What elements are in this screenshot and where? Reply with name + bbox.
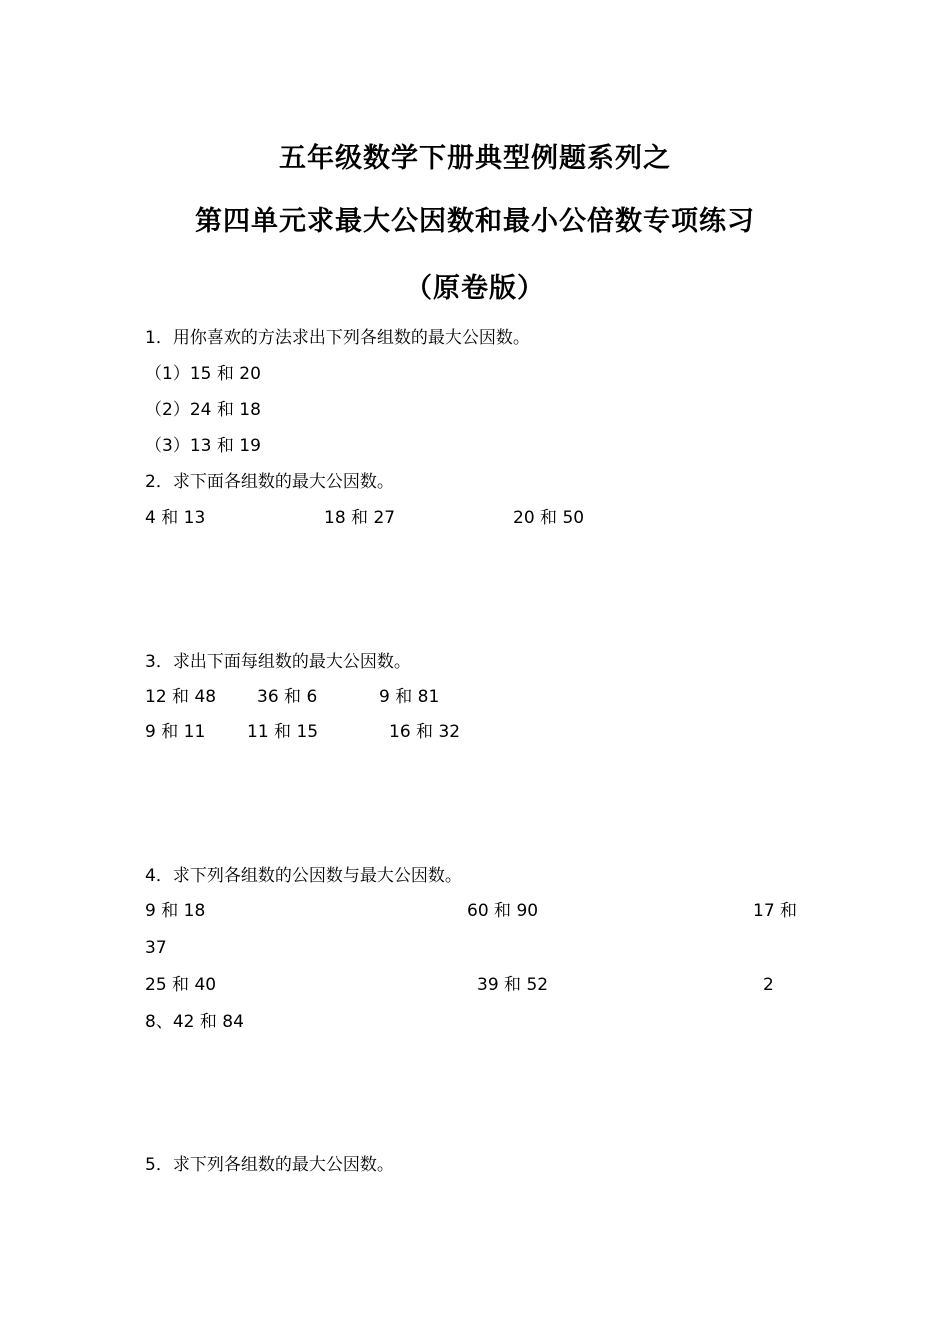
title-line-2: 第四单元求最大公因数和最小公倍数专项练习 — [195, 206, 755, 237]
question-2-item-3: 20 和 50 — [513, 508, 585, 528]
question-4-row1-item-1: 9 和 18 — [145, 901, 206, 921]
question-3-row2-item-3: 16 和 32 — [389, 722, 461, 742]
question-3-row2-item-2: 11 和 15 — [247, 722, 319, 742]
question-2-prompt: 2．求下面各组数的最大公因数。 — [145, 472, 394, 492]
question-4-row1-wrap: 37 — [145, 938, 167, 958]
question-3-row1-item-1: 12 和 48 — [145, 687, 217, 707]
question-4-row2-wrap: 8、42 和 84 — [145, 1012, 244, 1032]
question-4-row2-item-3: 2 — [763, 975, 774, 995]
question-5-prompt: 5．求下列各组数的最大公因数。 — [145, 1155, 394, 1175]
question-1-prompt: 1．用你喜欢的方法求出下列各组数的最大公因数。 — [145, 328, 530, 348]
question-2-item-1: 4 和 13 — [145, 508, 206, 528]
question-4-row2-item-1: 25 和 40 — [145, 975, 217, 995]
question-2-item-2: 18 和 27 — [324, 508, 396, 528]
question-3-prompt: 3．求出下面每组数的最大公因数。 — [145, 652, 411, 672]
question-3-row2-item-1: 9 和 11 — [145, 722, 206, 742]
question-4-prompt: 4．求下列各组数的公因数与最大公因数。 — [145, 866, 462, 886]
question-1-item-2: （2）24 和 18 — [145, 400, 261, 420]
title-line-3: （原卷版） — [405, 273, 545, 304]
question-4-row1-item-3: 17 和 — [753, 901, 798, 921]
question-4-row1-item-2: 60 和 90 — [467, 901, 539, 921]
question-3-row1-item-2: 36 和 6 — [257, 687, 318, 707]
question-4-row2-item-2: 39 和 52 — [477, 975, 549, 995]
question-1-item-3: （3）13 和 19 — [145, 436, 261, 456]
question-3-row1-item-3: 9 和 81 — [379, 687, 440, 707]
title-line-1: 五年级数学下册典型例题系列之 — [279, 143, 671, 174]
question-1-item-1: （1）15 和 20 — [145, 364, 261, 384]
